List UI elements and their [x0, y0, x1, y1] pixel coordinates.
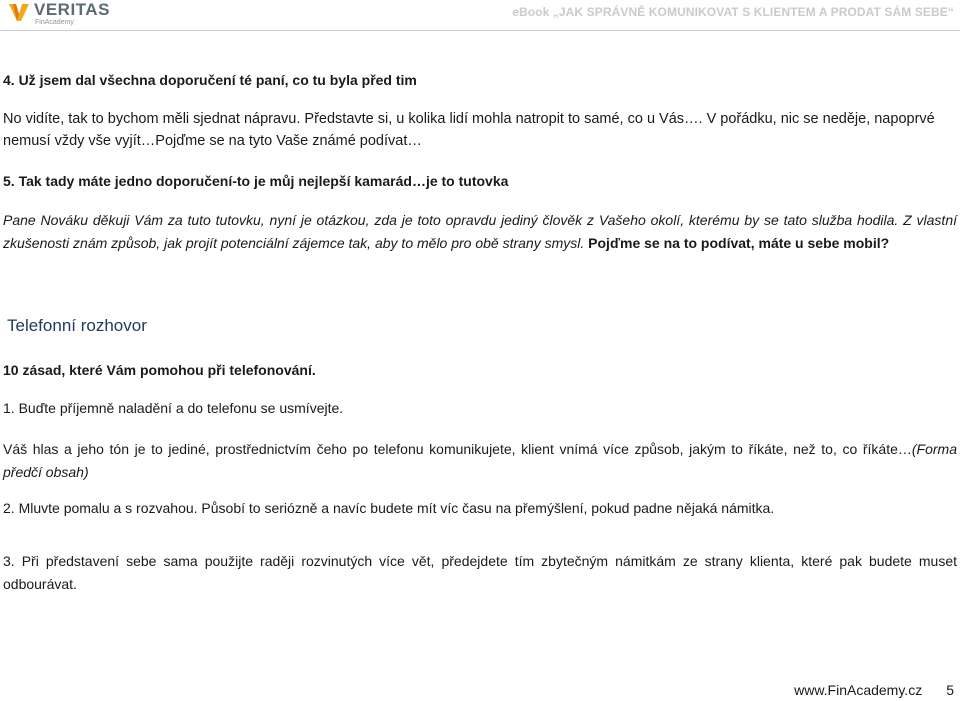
footer-website: www.FinAcademy.cz [794, 682, 923, 698]
paragraph-4: No vidíte, tak to bychom měli sjednat nápravu. Představte si, u kolika lidí mohla natropit to samé, co u Vás…. V pořádku, nic se neděje, napoprvé nemusí vždy vše vyjít…Pojďme se na tyto Vaše známé podívat… [3, 111, 935, 149]
logo-subtitle: FinAcademy [35, 19, 74, 26]
paragraph-5-italic: Pane Nováku děkuji Vám za tuto tutovku, nyní je otázkou, zda je toto opravdu jediný člověk z Vašeho okolí, kterému by se tato služba hodila. Z vlastní zkušenosti znám způsob, jak projít potenciální zájemce tak, aby to mělo pro obě strany smysl. [3, 212, 957, 251]
rule-3: 3. Při představení sebe sama použijte raději rozvinutých více vět, předejdete tím zbytečným námitkám ze strany klienta, které pak budete muset odbourávat. [3, 553, 957, 592]
heading-4: 4. Už jsem dal všechna doporučení té paní, co tu byla před tim [3, 72, 417, 88]
heading-5: 5. Tak tady máte jedno doporučení-to je můj nejlepší kamarád…je to tutovka [3, 173, 509, 189]
veritas-logo [8, 0, 110, 26]
page-footer [794, 682, 954, 698]
paragraph-5-bold: Pojďme se na to podívat, máte u sebe mobil? [588, 235, 890, 251]
page-number: 5 [946, 682, 954, 698]
rule-1-title: 1. Buďte příjemně naladění a do telefonu se usmívejte. [3, 400, 344, 416]
paragraph-5 [3, 209, 957, 255]
rule-1-text [3, 438, 957, 484]
rule-1-body: Váš hlas a jeho tón je to jediné, prostřednictvím čeho po telefonu komunikujete, klient vnímá více způsob, jakým to říkáte, než to, co říkáte… [3, 441, 912, 457]
header-divider [0, 30, 960, 31]
logo-name: VERITAS [34, 0, 110, 19]
section-title: Telefonní rozhovor [7, 316, 147, 335]
veritas-logo-icon [8, 1, 30, 23]
ebook-title: eBook „JAK SPRÁVNĚ KOMUNIKOVAT S KLIENTEM A PRODAT SÁM SEBE“ [512, 5, 954, 19]
page-header [0, 0, 960, 26]
rule-1-note: (Forma předčí obsah) [3, 441, 957, 480]
rule-2: 2. Mluvte pomalu a s rozvahou. Působí to seriózně a navíc budete mít víc času na přemýšlení, pokud padne nějaká námitka. [3, 500, 775, 516]
rules-intro: 10 zásad, které Vám pomohou při telefonování. [3, 362, 316, 378]
